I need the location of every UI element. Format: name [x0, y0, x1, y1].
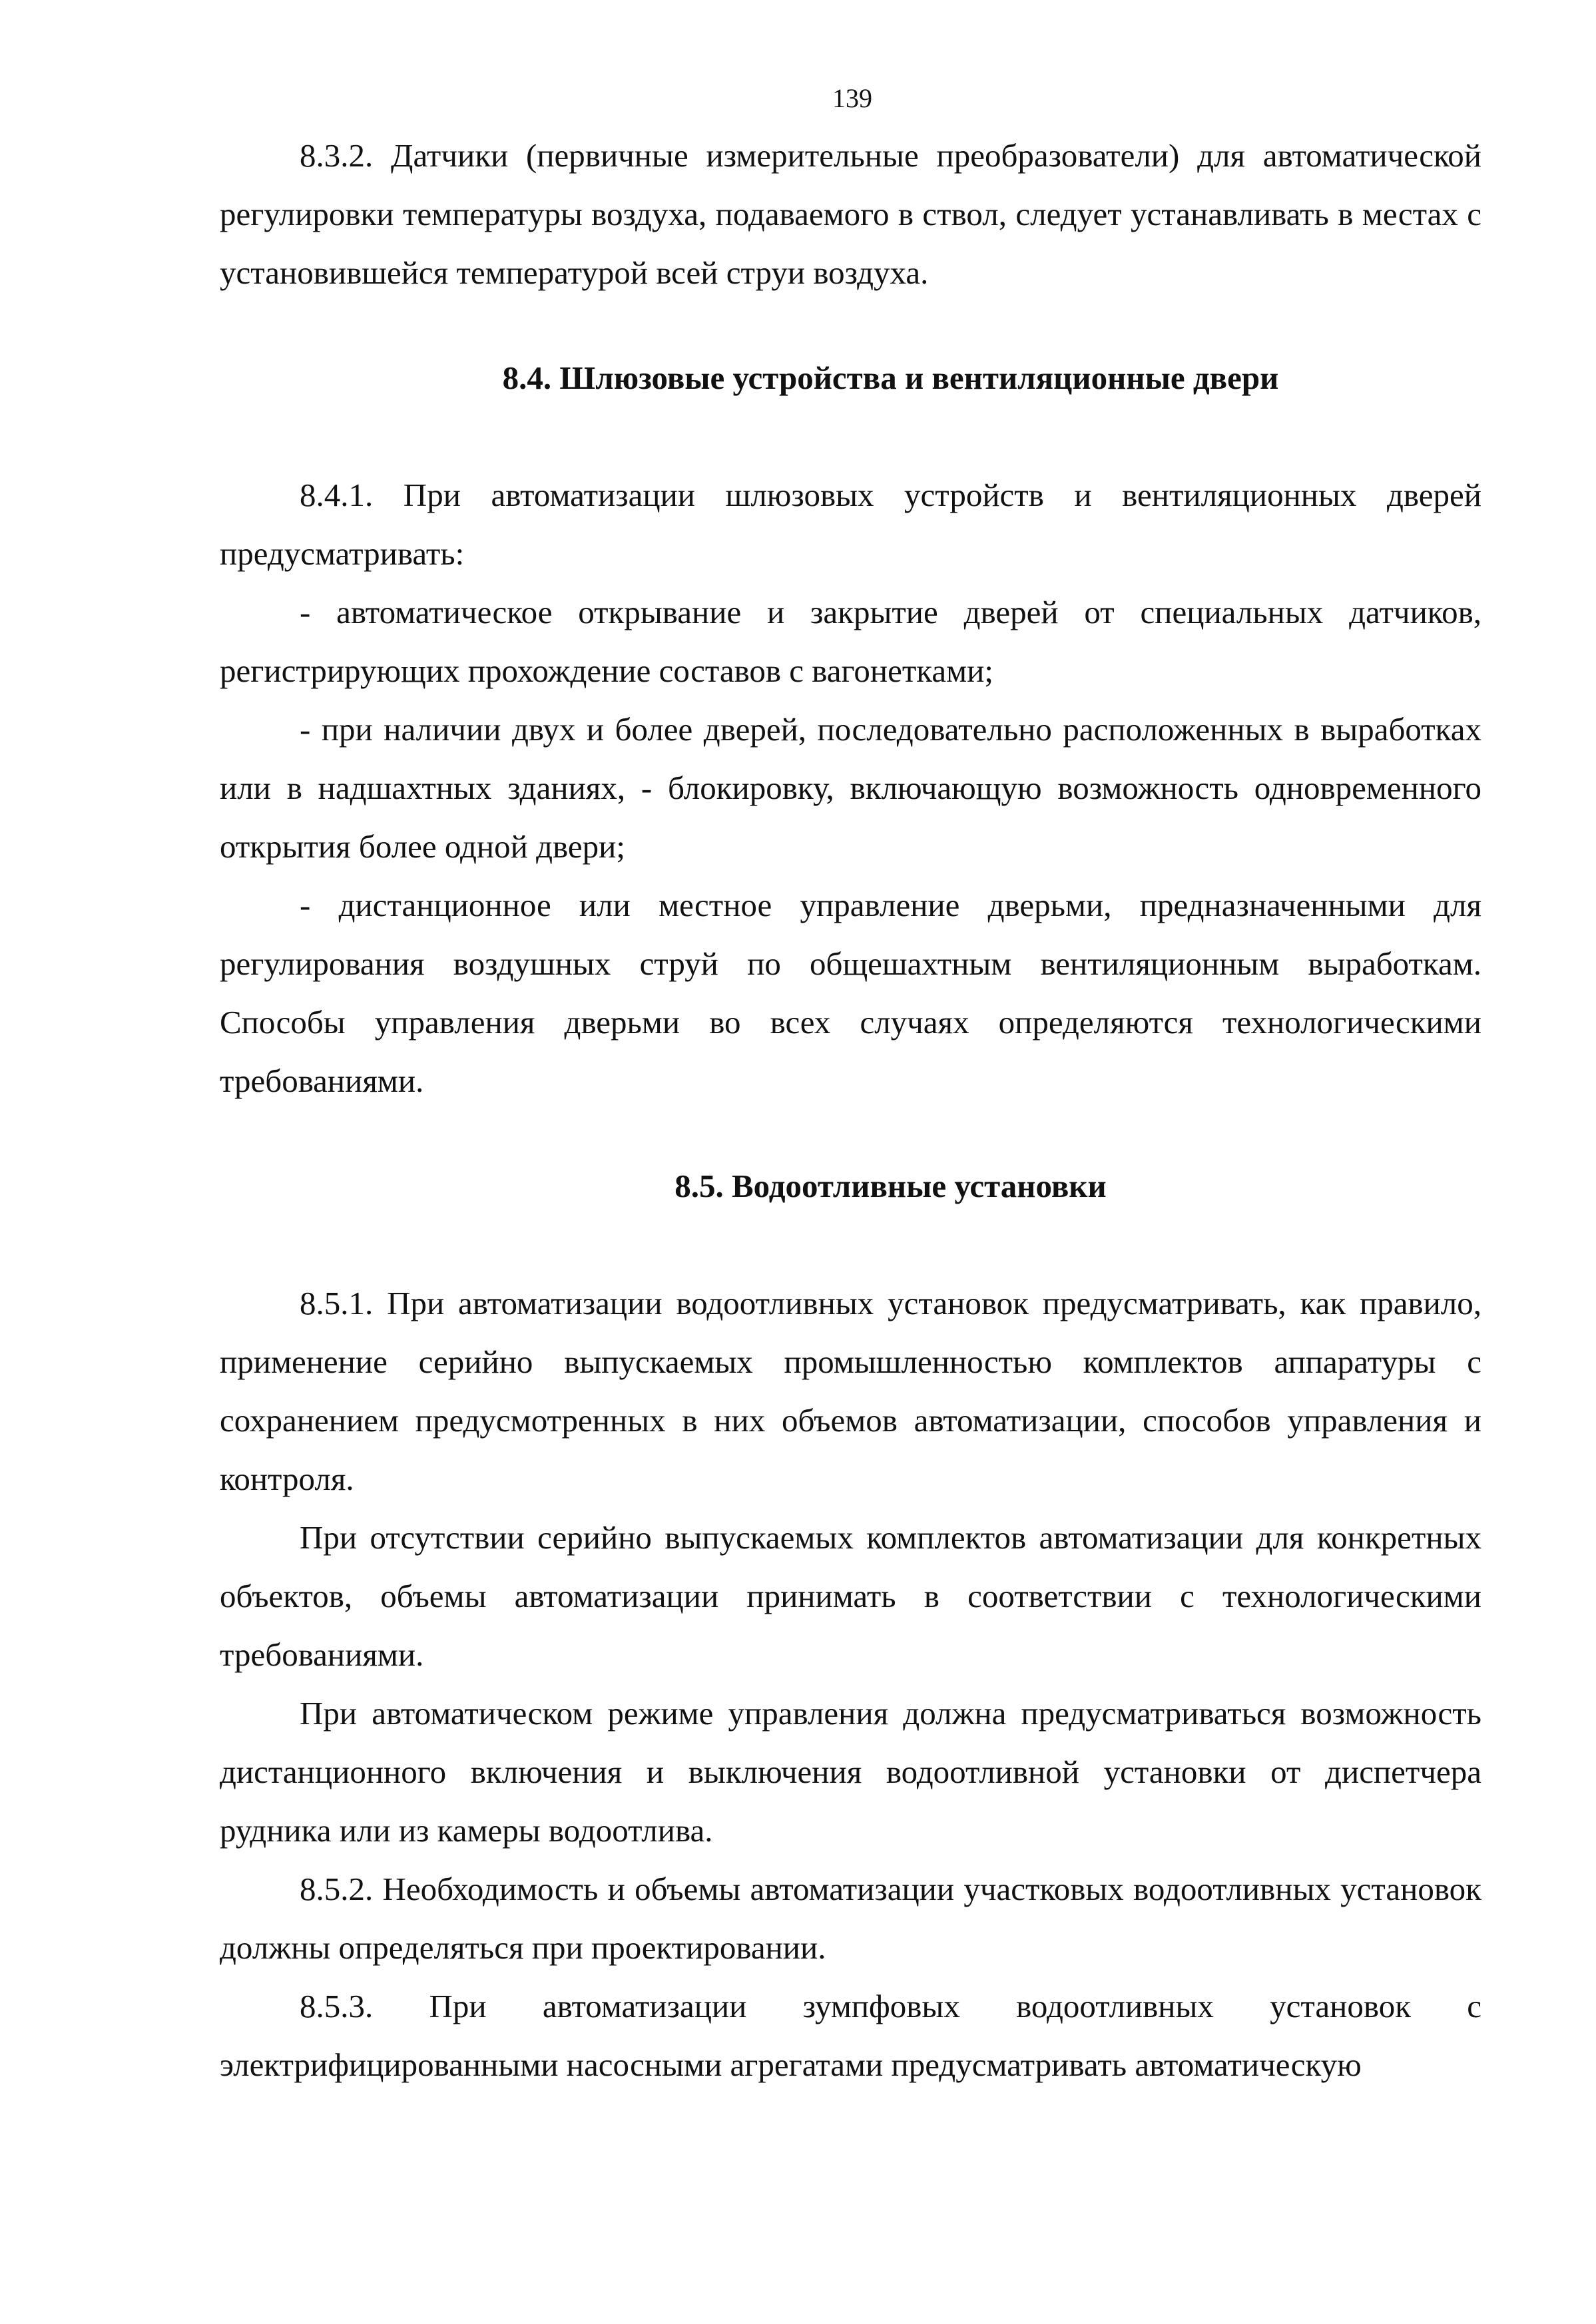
section-heading-8-4: 8.4. Шлюзовые устройства и вентиляционные двери	[502, 359, 1279, 396]
paragraph-8-5-3: 8.5.3. При автоматизации зумпфовых водоотливных установок с электрифицированными насосными агрегатами предусматривать автоматическую	[220, 1988, 1481, 2083]
list-item-interlock: - при наличии двух и более дверей, последовательно расположенных в выработках или в надшахтных зданиях, - блокировку, включающую возможность одновременного открытия более одной двери;	[220, 711, 1481, 865]
paragraph-8-3-2: 8.3.2. Датчики (первичные измерительные преобразователи) для автоматической регулировки температуры воздуха, подаваемого в ствол, следует устанавливать в местах с установившейся температурой всей струи воздуха.	[220, 137, 1481, 291]
paragraph-8-5-2: 8.5.2. Необходимость и объемы автоматизации участковых водоотливных установок должны определяться при проектировании.	[220, 1871, 1481, 1966]
list-item-remote-control: - дистанционное или местное управление дверьми, предназначенными для регулирования воздушных струй по общешахтным вентиляционным выработкам. Способы управления дверьми во всех случаях определяются технологическими требованиями.	[220, 887, 1481, 1099]
paragraph-8-5-1-auto-mode: При автоматическом режиме управления должна предусматриваться возможность дистанционного включения и выключения водоотливной установки от диспетчера рудника или из камеры водоотлива.	[220, 1695, 1481, 1849]
paragraph-8-5-1: 8.5.1. При автоматизации водоотливных установок предусматривать, как правило, применение серийно выпускаемых промышленностью комплектов аппаратуры с сохранением предусмотренных в них объемов автоматизации, способов управления и контроля.	[220, 1285, 1481, 1497]
page-number: 139	[832, 83, 872, 113]
paragraph-8-4-1: 8.4.1. При автоматизации шлюзовых устройств и вентиляционных дверей предусматривать:	[220, 477, 1481, 572]
list-item-auto-doors: - автоматическое открывание и закрытие дверей от специальных датчиков, регистрирующих прохождение составов с вагонетками;	[220, 594, 1481, 689]
page-content	[220, 126, 1481, 2094]
paragraph-8-5-1-absence: При отсутствии серийно выпускаемых комплектов автоматизации для конкретных объектов, объемы автоматизации принимать в соответствии с технологическими требованиями.	[220, 1519, 1481, 1673]
section-heading-8-5: 8.5. Водоотливные установки	[674, 1168, 1107, 1204]
